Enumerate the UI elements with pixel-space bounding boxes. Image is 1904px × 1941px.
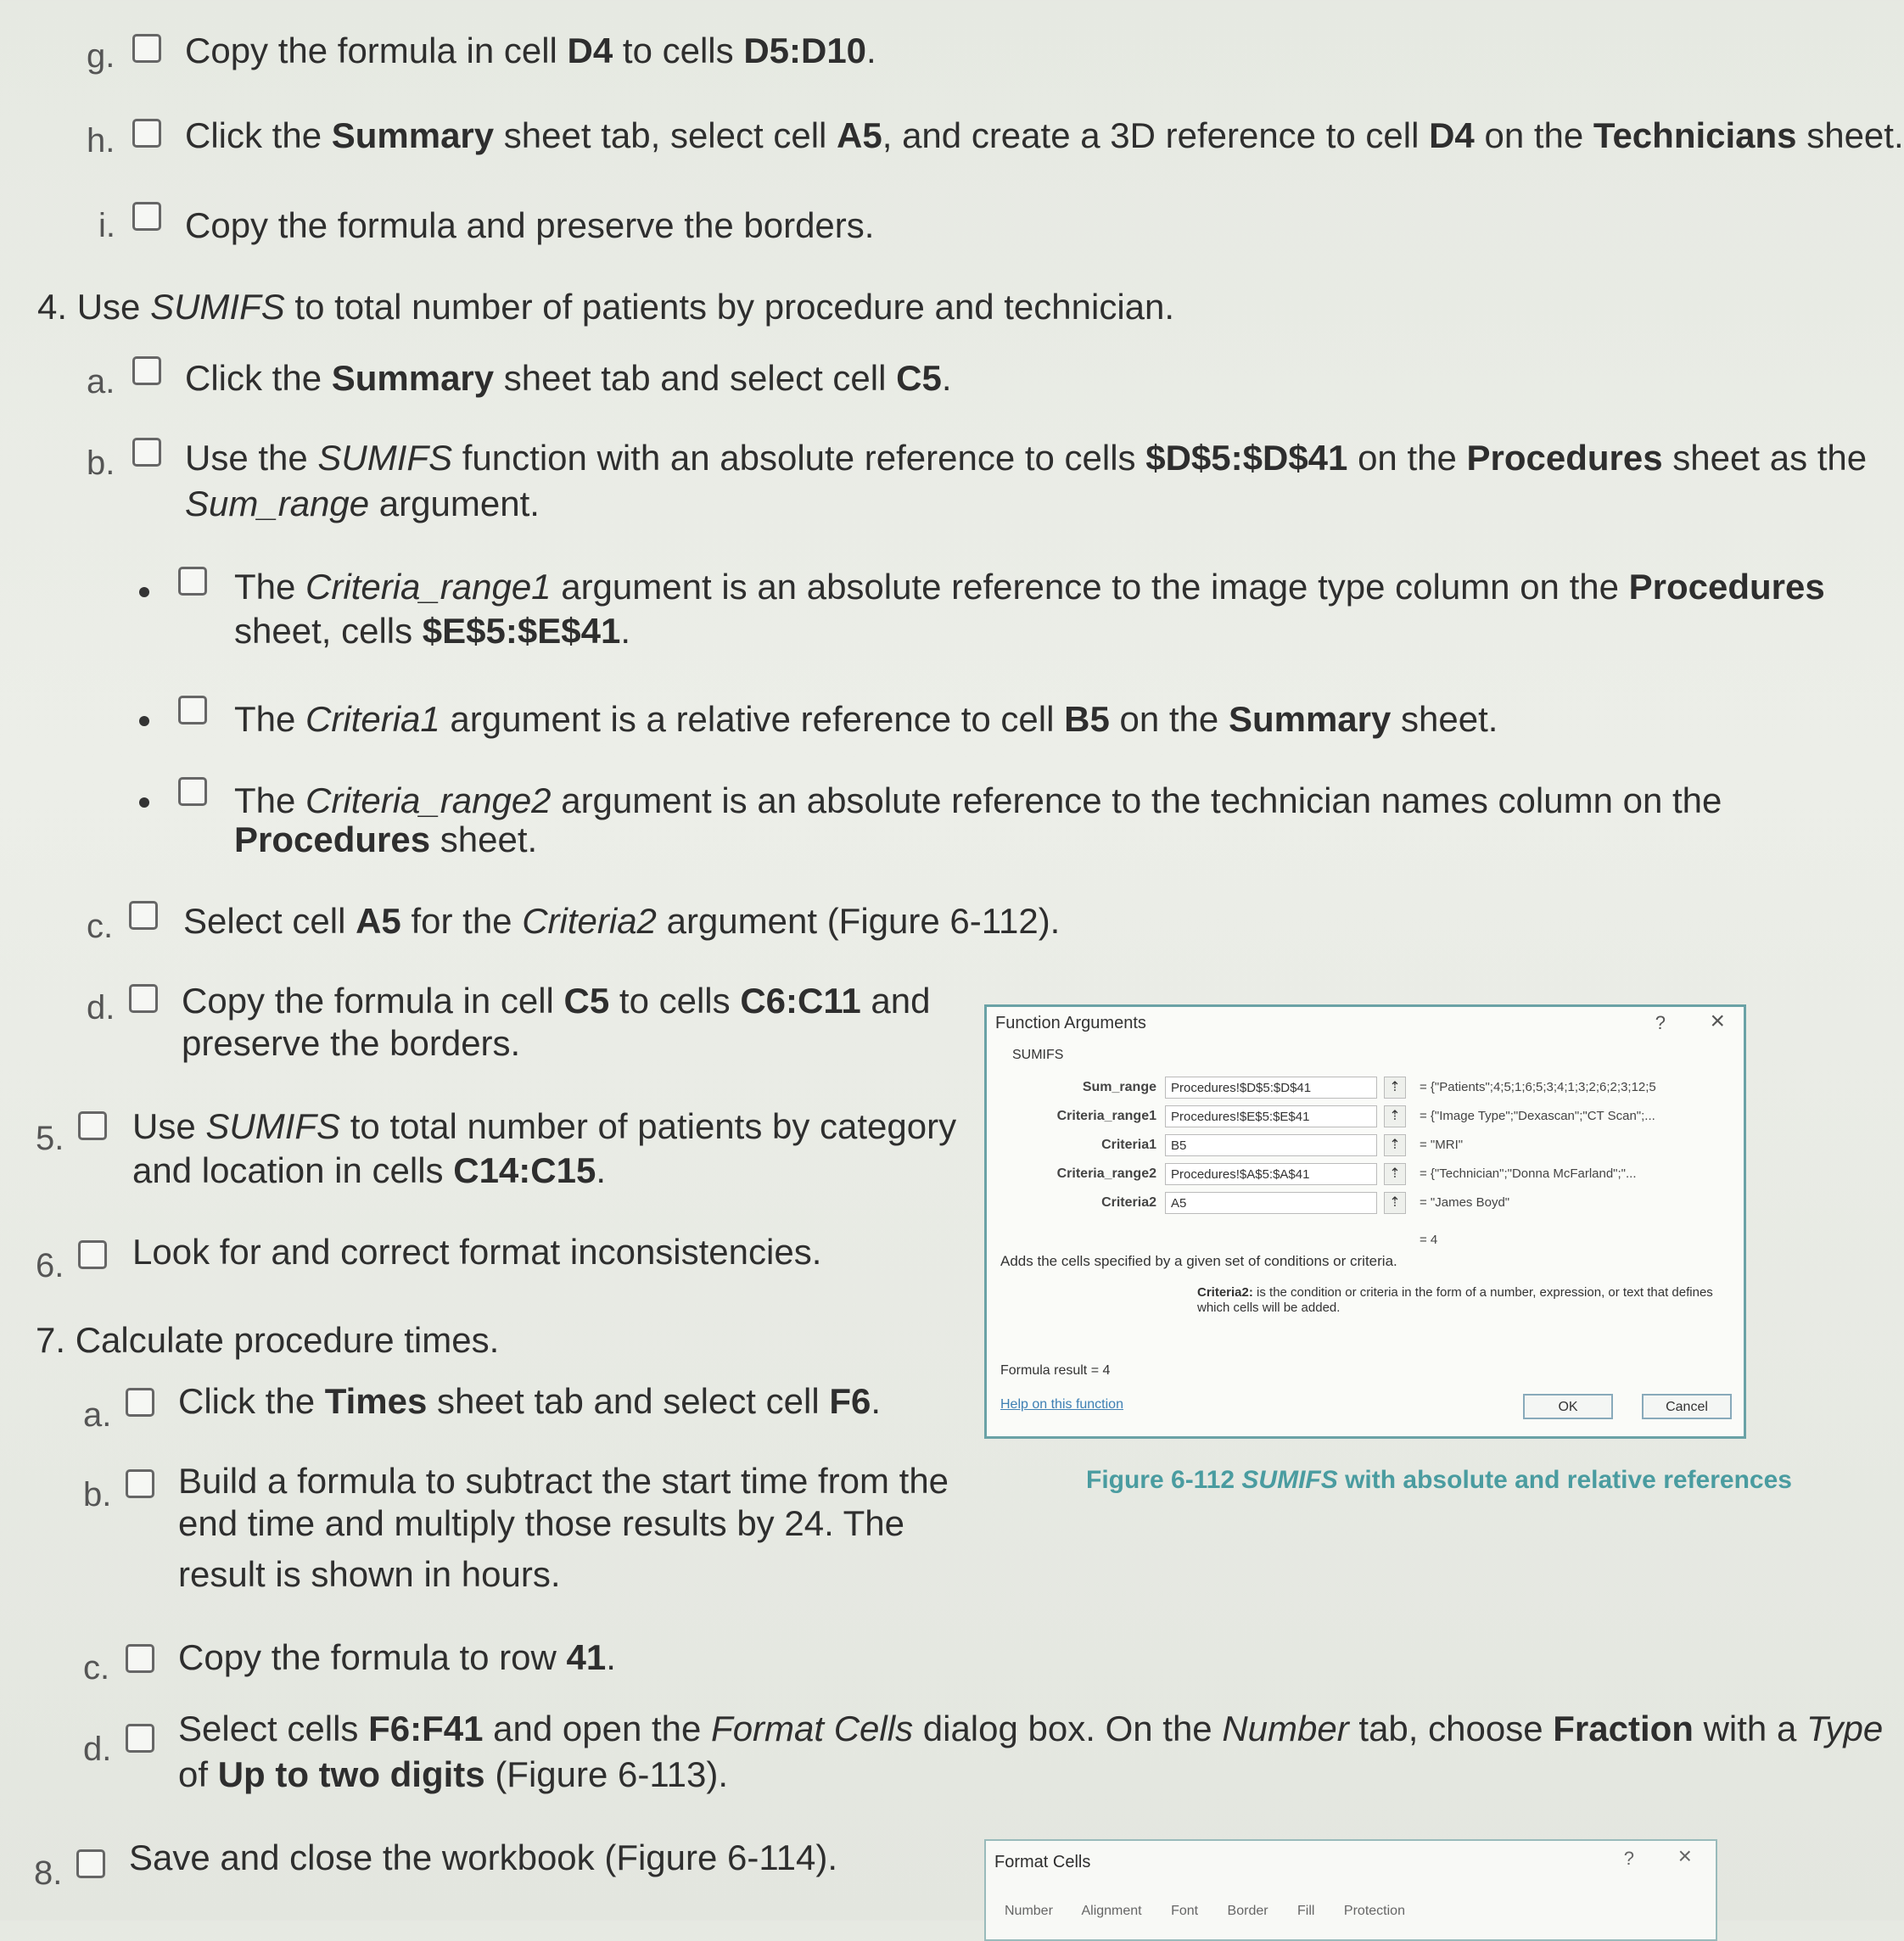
dialog2-title: Format Cells — [994, 1853, 1091, 1871]
step-7d-label: d. — [83, 1731, 112, 1768]
step-4c-label: c. — [87, 908, 114, 945]
formula-result: Formula result = 4 — [1000, 1363, 1111, 1378]
arg-result-criteria1: = "MRI" — [1420, 1138, 1464, 1152]
item-h-label: h. — [87, 122, 115, 159]
collapse-dialog-icon[interactable]: ⇡ — [1384, 1105, 1406, 1127]
step-7b-text-line1: Build a formula to subtract the start time from the — [178, 1461, 949, 1501]
bullet-3-checkbox[interactable] — [178, 777, 207, 806]
step-7b-label: b. — [83, 1476, 112, 1513]
cancel-button[interactable]: Cancel — [1642, 1394, 1732, 1419]
step-7c-checkbox[interactable] — [126, 1644, 154, 1673]
item-g-checkbox[interactable] — [132, 34, 161, 63]
step-7a-label: a. — [83, 1396, 112, 1434]
step-4b-text: Use the SUMIFS function with an absolute reference to cells $D$5:$D$41 on the Procedures sheet as the — [185, 438, 1868, 478]
arg-label-criteria-range1: Criteria_range1 — [1056, 1109, 1156, 1123]
item-i-label: i. — [98, 207, 115, 244]
arg-result-criteria2: = "James Boyd" — [1420, 1195, 1510, 1210]
format-cells-tabs — [1005, 1904, 1431, 1919]
step-4a-checkbox[interactable] — [132, 356, 161, 385]
bullet-2-text: The Criteria1 argument is a relative reference to cell B5 on the Summary sheet. — [234, 699, 1498, 739]
step-5-checkbox[interactable] — [78, 1111, 107, 1140]
arg-result-criteria-range2: = {"Technician";"Donna McFarland";"... — [1420, 1166, 1637, 1181]
item-i-text: Copy the formula and preserve the borders. — [185, 205, 875, 245]
tab-number[interactable]: Number — [1005, 1904, 1053, 1918]
step-7b-checkbox[interactable] — [126, 1469, 154, 1498]
step-4d-text-line2: preserve the borders. — [182, 1023, 521, 1063]
step-7a-text: Click the Times sheet tab and select cell F6. — [178, 1381, 882, 1421]
tab-alignment[interactable]: Alignment — [1081, 1904, 1142, 1918]
collapse-dialog-icon[interactable]: ⇡ — [1384, 1192, 1406, 1214]
step-8-label: 8. — [34, 1854, 63, 1892]
step-4-text: 4. Use SUMIFS to total number of patients by procedure and technician. — [37, 287, 1175, 327]
item-h-checkbox[interactable] — [132, 119, 161, 148]
bullet-1-text: The Criteria_range1 argument is an absolute reference to the image type column on the Procedures — [234, 567, 1825, 607]
bullet-3-text: The Criteria_range2 argument is an absolute reference to the technician names column on the — [234, 780, 1722, 820]
arg-input-sum-range[interactable]: Procedures!$D$5:$D$41 — [1165, 1077, 1377, 1099]
collapse-dialog-icon[interactable]: ⇡ — [1384, 1163, 1406, 1185]
bullet-2-dot — [139, 716, 149, 726]
step-5-text: Use SUMIFS to total number of patients by category — [132, 1106, 957, 1146]
close-icon[interactable]: × — [1677, 1843, 1692, 1869]
step-4d-checkbox[interactable] — [129, 984, 158, 1013]
arg-label-criteria2: Criteria2 — [1101, 1195, 1156, 1210]
item-g-text: Copy the formula in cell D4 to cells D5:D10. — [185, 31, 876, 70]
criteria-description: Criteria2: is the condition or criteria in the form of a number, expression, or text that defines which cells will be added. — [1197, 1285, 1713, 1315]
collapse-dialog-icon[interactable]: ⇡ — [1384, 1134, 1406, 1156]
bullet-1-checkbox[interactable] — [178, 567, 207, 596]
bullet-3-text-line2: Procedures sheet. — [234, 819, 538, 859]
step-4c-checkbox[interactable] — [129, 901, 158, 930]
step-7c-text: Copy the formula to row 41. — [178, 1637, 616, 1677]
step-8-checkbox[interactable] — [76, 1849, 105, 1878]
arg-label-criteria-range2: Criteria_range2 — [1056, 1166, 1156, 1181]
step-4b-checkbox[interactable] — [132, 438, 161, 467]
step-5-label: 5. — [36, 1120, 64, 1157]
step-5-text-line2: and location in cells C14:C15. — [132, 1150, 606, 1190]
arg-label-sum-range: Sum_range — [1082, 1080, 1156, 1094]
arg-input-criteria-range1[interactable]: Procedures!$E$5:$E$41 — [1165, 1105, 1377, 1127]
step-6-checkbox[interactable] — [78, 1240, 107, 1269]
bullet-2-checkbox[interactable] — [178, 696, 207, 724]
tab-font[interactable]: Font — [1171, 1904, 1199, 1918]
bullet-1-text-line2: sheet, cells $E$5:$E$41. — [234, 611, 630, 651]
bullet-3-dot — [139, 797, 149, 808]
tab-fill[interactable]: Fill — [1297, 1904, 1315, 1918]
step-4b-text-line2: Sum_range argument. — [185, 484, 540, 523]
function-total: = 4 — [1420, 1233, 1438, 1247]
arg-label-criteria1: Criteria1 — [1101, 1138, 1156, 1152]
step-7d-text: Select cells F6:F41 and open the Format Cells dialog box. On the Number tab, choose Fraction with a Type — [178, 1709, 1884, 1748]
arg-result-sum-range: = {"Patients";4;5;1;6;5;3;4;1;3;2;6;2;3;12;5 — [1420, 1080, 1656, 1094]
dialog-title: Function Arguments — [995, 1014, 1146, 1032]
step-7d-text-line2: of Up to two digits (Figure 6-113). — [178, 1754, 728, 1794]
help-icon[interactable]: ? — [1655, 1012, 1666, 1033]
item-i-checkbox[interactable] — [132, 202, 161, 231]
step-4d-label: d. — [87, 989, 115, 1026]
function-arguments-dialog — [984, 1004, 1746, 1439]
step-4a-text: Click the Summary sheet tab and select cell C5. — [185, 358, 952, 398]
step-7a-checkbox[interactable] — [126, 1388, 154, 1417]
step-4d-text: Copy the formula in cell C5 to cells C6:C11 and — [182, 981, 931, 1021]
format-cells-dialog — [984, 1839, 1717, 1941]
item-g-label: g. — [87, 37, 115, 75]
step-7d-checkbox[interactable] — [126, 1724, 154, 1753]
function-description: Adds the cells specified by a given set of conditions or criteria. — [1000, 1253, 1397, 1269]
step-4b-label: b. — [87, 445, 115, 482]
arg-result-criteria-range1: = {"Image Type";"Dexascan";"CT Scan";... — [1420, 1109, 1655, 1123]
step-8-text: Save and close the workbook (Figure 6-114). — [129, 1838, 837, 1877]
ok-button[interactable]: OK — [1523, 1394, 1613, 1419]
arg-input-criteria2[interactable]: A5 — [1165, 1192, 1377, 1214]
step-6-label: 6. — [36, 1247, 64, 1284]
tab-protection[interactable]: Protection — [1343, 1904, 1405, 1918]
item-h-text: Click the Summary sheet tab, select cell A5, and create a 3D reference to cell D4 on the Technicians sheet. — [185, 115, 1904, 155]
help-link[interactable]: Help on this function — [1000, 1397, 1123, 1412]
arg-input-criteria1[interactable]: B5 — [1165, 1134, 1377, 1156]
bullet-1-dot — [139, 587, 149, 597]
step-7c-label: c. — [83, 1649, 110, 1686]
step-4a-label: a. — [87, 363, 115, 400]
close-icon[interactable]: × — [1710, 1007, 1725, 1035]
help-icon[interactable]: ? — [1623, 1848, 1634, 1869]
figure-caption: Figure 6-112 SUMIFS with absolute and relative references — [1086, 1466, 1792, 1494]
tab-border[interactable]: Border — [1227, 1904, 1268, 1918]
function-name: SUMIFS — [1012, 1048, 1064, 1062]
step-7b-text-line3: result is shown in hours. — [178, 1554, 561, 1594]
collapse-dialog-icon[interactable]: ⇡ — [1384, 1077, 1406, 1099]
arg-input-criteria-range2[interactable]: Procedures!$A$5:$A$41 — [1165, 1163, 1377, 1185]
step-7-text: 7. Calculate procedure times. — [36, 1320, 500, 1360]
step-4c-text: Select cell A5 for the Criteria2 argument (Figure 6-112). — [183, 901, 1061, 941]
step-7b-text-line2: end time and multiply those results by 24. The — [178, 1503, 905, 1543]
step-6-text: Look for and correct format inconsistencies. — [132, 1232, 822, 1272]
